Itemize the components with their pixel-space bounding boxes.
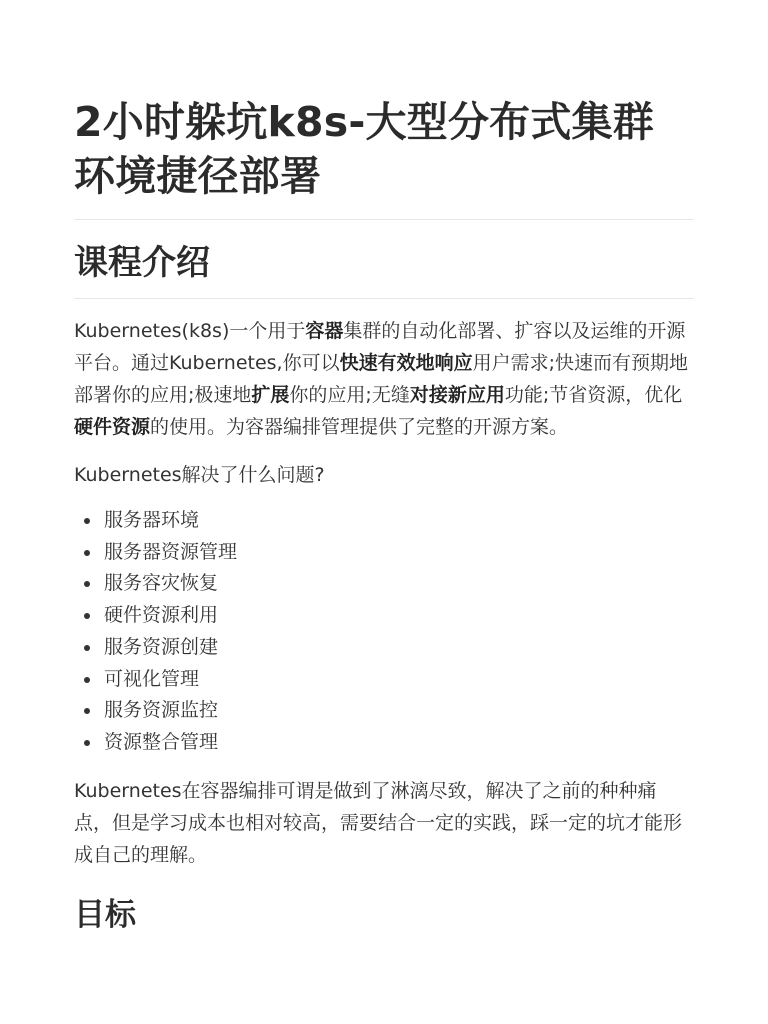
intro-bold-text: 容器 <box>305 320 344 342</box>
list-item-text: 服务器资源管理 <box>104 540 238 563</box>
section-heading-intro: 课程介绍 <box>74 243 210 283</box>
bullet-icon <box>84 645 90 651</box>
intro-bold-text: 对接新应用 <box>409 384 505 406</box>
list-item <box>74 632 694 664</box>
bullet-icon <box>84 518 90 524</box>
bullet-icon <box>84 708 90 714</box>
list-item-text: 服务资源监控 <box>104 699 219 722</box>
list-item-text: 服务容灾恢复 <box>104 572 219 595</box>
bullet-icon <box>84 613 90 619</box>
intro-paragraph <box>74 315 694 443</box>
bullet-icon <box>84 740 90 746</box>
intro-bold-text: 快速有效地响应 <box>339 352 473 374</box>
list-item <box>74 695 694 727</box>
intro-bold-text: 硬件资源 <box>74 416 151 438</box>
list-item-text: 硬件资源利用 <box>104 604 219 627</box>
intro-text: 你的应用;无缝 <box>289 384 410 406</box>
list-item-text: 可视化管理 <box>104 667 200 690</box>
list-item <box>74 600 694 632</box>
list-item-text: 服务资源创建 <box>104 635 219 658</box>
section-heading-goal: 目标 <box>74 896 136 933</box>
intro-bold-text: 扩展 <box>251 384 290 406</box>
list-item <box>74 505 694 537</box>
list-item <box>74 727 694 759</box>
list-item <box>74 568 694 600</box>
list-item <box>74 537 694 569</box>
issues-list <box>74 505 694 759</box>
bullet-icon <box>84 581 90 587</box>
intro-text: 集群的自动化部署、扩容以及运维的开源平台。通过Kubernetes,你可以 <box>74 320 686 374</box>
list-item-text: 服务器环境 <box>104 509 200 531</box>
list-item <box>74 664 694 696</box>
doc-title: 2小时躲坑k8s-大型分布式集群环境捷径部署 <box>74 98 654 200</box>
bullet-icon <box>84 550 90 556</box>
summary-paragraph: Kubernetes在容器编排可谓是做到了淋漓尽致，解决了之前的种种痛点，但是学习成本也相对较高，需要结合一定的实践，踩一定的坑才能形成自己的理解。 <box>74 779 683 866</box>
intro-text: 的使用。为容器编排管理提供了完整的开源方案。 <box>150 416 569 438</box>
intro-text: Kubernetes(k8s)一个用于 <box>74 320 306 342</box>
list-item-text: 资源整合管理 <box>104 730 219 753</box>
section-divider <box>74 298 694 299</box>
question-text: Kubernetes解决了什么问题? <box>74 464 325 486</box>
intro-text: 功能;节省资源，优化 <box>504 384 683 406</box>
title-divider <box>74 219 694 220</box>
intro-text: 用户需求;快速而有预期地部署你的应用;极速地 <box>74 352 689 406</box>
bullet-icon <box>84 677 90 683</box>
